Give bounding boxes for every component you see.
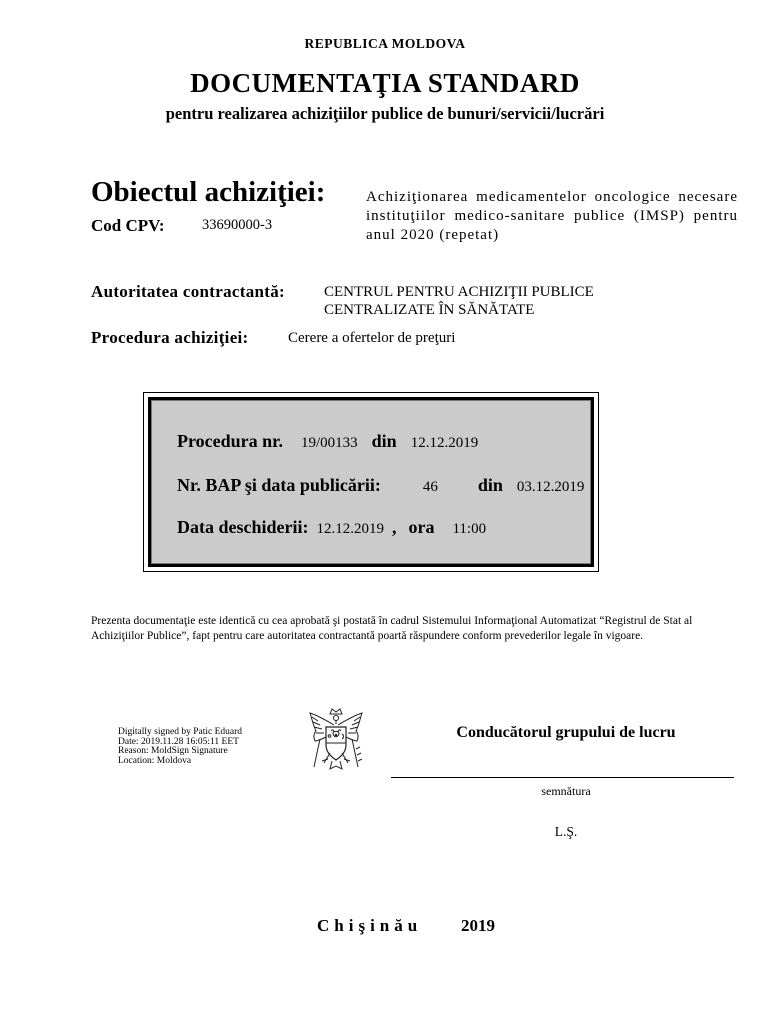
bap-din-label: din [477, 475, 503, 495]
signature-caption: semnătura [541, 784, 591, 798]
procedure-number-row [177, 431, 478, 452]
opening-row [177, 517, 486, 538]
opening-date-label: Data deschiderii: [177, 517, 309, 537]
cpv-code-label: Cod CPV: [91, 216, 165, 235]
procurement-object-label: Obiectul achiziţiei: [91, 176, 326, 208]
digital-signature-details [118, 728, 242, 766]
bap-date-value: 03.12.2019 [516, 479, 585, 495]
procedure-info-box [143, 392, 599, 572]
signature-line [391, 777, 734, 778]
opening-time-value: 11:00 [452, 521, 487, 537]
digital-signature-signer: Digitally signed by Patic Eduard [118, 727, 243, 737]
coat-of-arms-icon [304, 705, 368, 773]
opening-comma: , [391, 517, 397, 537]
procurement-procedure-label: Procedura achiziţiei: [91, 328, 249, 347]
procurement-object-description: Achiziţionarea medicamentelor oncologice necesare instituţiilor medico-sanitare publice (IMSP) pentru anul 2020 (repetat) [366, 189, 738, 243]
procedure-number-value: 19/00133 [301, 435, 358, 451]
bap-number-value: 46 [422, 479, 438, 495]
legal-note: Prezenta documentaţie este identică cu cea aprobată şi postată în cadrul Sistemului Informaţional Automatizat “Registrul de Stat al Achiziţiilor Publice”, fapt pentru care autoritatea contractantă poartă răspundere conform prevederilor legale în vigoare. [91, 615, 693, 642]
procedure-info-box-inner [148, 397, 594, 567]
contracting-authority-value [324, 283, 704, 319]
cpv-code-value: 33690000-3 [202, 217, 273, 233]
contracting-authority-line-1: CENTRUL PENTRU ACHIZIŢII PUBLICE [324, 284, 594, 300]
document-title: DOCUMENTAŢIA STANDARD [190, 68, 580, 98]
footer-city: Chişinău [317, 916, 423, 935]
procedure-din-label: din [371, 431, 397, 451]
seal-placeholder: L.Ş. [554, 824, 578, 839]
opening-time-label: ora [408, 517, 435, 537]
procedure-number-label: Procedura nr. [177, 431, 283, 451]
contracting-authority-label: Autoritatea contractantă: [91, 282, 285, 301]
opening-date-value: 12.12.2019 [316, 521, 384, 537]
bap-row [177, 475, 584, 496]
bap-label: Nr. BAP şi data publicării: [177, 475, 381, 495]
working-group-leader-title: Conducătorul grupului de lucru [456, 724, 676, 741]
digital-signature-location: Location: Moldova [118, 755, 192, 766]
procedure-date-value: 12.12.2019 [410, 435, 479, 451]
procurement-procedure-value: Cerere a ofertelor de preţuri [288, 330, 456, 346]
footer-year: 2019 [461, 916, 495, 935]
country-heading: REPUBLICA MOLDOVA [304, 36, 466, 51]
document-subtitle: pentru realizarea achiziţiilor publice de bunuri/servicii/lucrări [165, 104, 605, 123]
digital-signature-reason: Reason: MoldSign Signature [118, 746, 228, 756]
contracting-authority-line-2: CENTRALIZATE ÎN SĂNĂTATE [324, 302, 535, 318]
digital-signature-date: Date: 2019.11.28 16:05:11 EET [118, 736, 239, 747]
